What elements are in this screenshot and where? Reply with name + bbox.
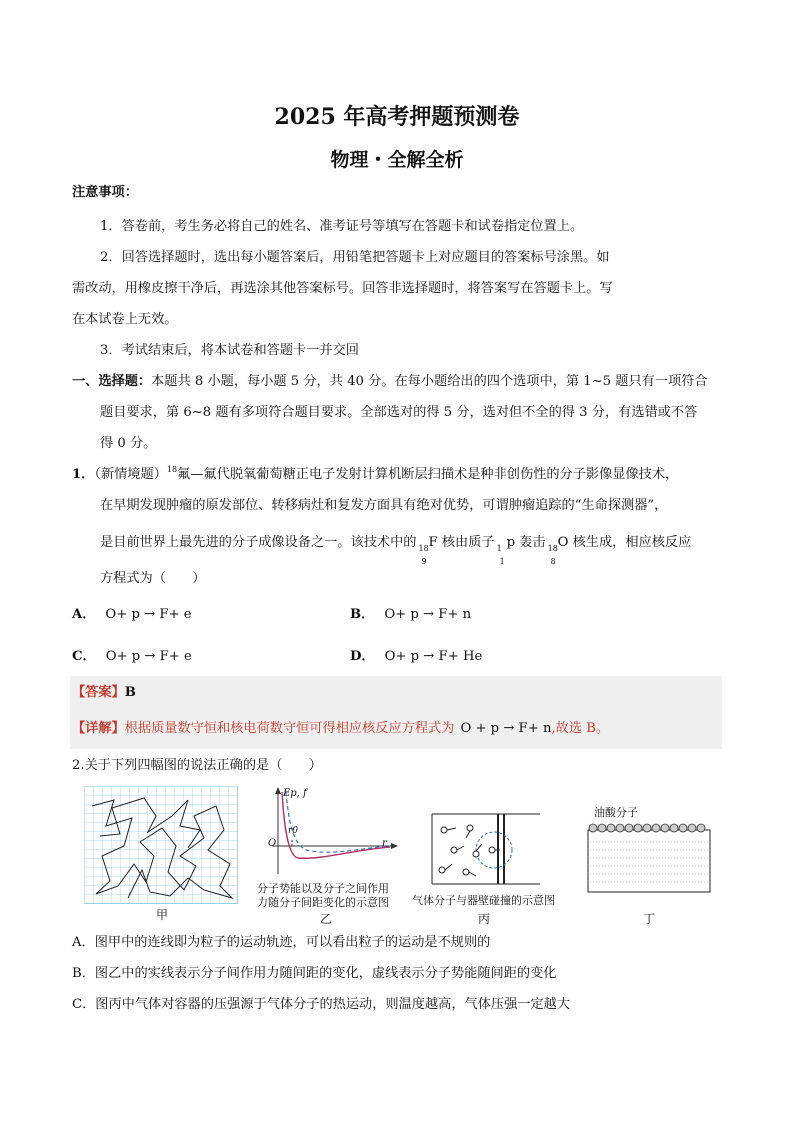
answer-box: [70, 676, 722, 749]
q1-option-d-eq: O+ p → F+ He: [384, 649, 483, 664]
section-line-3: 得 0 分。: [100, 436, 157, 451]
q2-option-a[interactable]: A．图甲中的连线即为粒子的运动轨迹，可以看出粒子的运动是不规则的: [72, 935, 491, 950]
q1-option-c[interactable]: [72, 648, 192, 666]
section-line-1: [72, 373, 708, 391]
answer-line: [72, 684, 136, 702]
section-line-2: 题目要求，第 6~8 题有多项符合题目要求。全部选对的得 5 分，选对但不全的得 3 分，有选错或不答: [100, 405, 698, 420]
q1-option-b-eq: O+ p → F+ n: [384, 607, 472, 622]
figure-b-curve: [262, 786, 402, 878]
figure-b-label: 乙: [320, 912, 333, 926]
detail-text: 根据质量数守恒和核电荷数守恒可得相应核反应方程式为: [124, 721, 455, 736]
q1-text-3c: p 轰击: [506, 535, 546, 550]
q1-line-1: 1．（新情境题）$^{18}$氟—氟代脱氧葡萄糖正电子发射计算机断层扫描术是种非创伤性的分子影像显像技术，: [72, 465, 679, 482]
notice-line-2a: 2．回答选择题时，选出每小题答案后，用铅笔把答题卡上对应题目的答案标号涂黑。如: [100, 250, 610, 265]
notice-line-2c: 在本试卷上无效。: [72, 312, 178, 327]
figure-b-caption-1: 分子势能以及分子之间作用: [257, 882, 389, 895]
figure-c-gas: [430, 810, 542, 888]
answer-label: 【答案】: [72, 685, 125, 700]
figure-b-caption-2: 力随分子间距变化的示意图: [257, 896, 389, 909]
notice-line-3: 3．考试结束后，将本试卷和答题卡一并交回: [100, 343, 359, 358]
figure-d-oleic: [586, 818, 712, 896]
figure-a-label: 甲: [156, 908, 169, 922]
figure-d-label: 丁: [643, 912, 656, 926]
q1-number: 1．: [72, 467, 95, 482]
q1-option-a-label: A．: [72, 607, 96, 622]
figure-d-label-text: 油酸分子: [594, 806, 638, 819]
q1-line-2: 在早期发现肿瘤的原发部位、转移病灶和复发方面具有绝对优势，可谓肿瘤追踪的“生命探测器”，: [100, 498, 668, 513]
detail-line: [72, 720, 609, 738]
page-subtitle: 物理・全解全析: [330, 149, 464, 171]
figure-b-origin: O: [268, 838, 277, 849]
q1-line-3: 是目前世界上最先进的分子成像设备之一。该技术中的 18 9 F 核由质子 1 1 p 轰击 18 8 O 核生成，相应核反应: [100, 535, 692, 566]
q1-text-3b: F 核由质子: [428, 535, 495, 550]
figure-b-y-axis: Ep, f: [283, 788, 307, 799]
q2-option-b[interactable]: B．图乙中的实线表示分子间作用力随间距的变化，虚线表示分子势能随间距的变化: [72, 966, 557, 981]
q1-text-3d: O 核生成，相应核反应: [557, 535, 692, 550]
notice-heading: 注意事项：: [72, 185, 138, 200]
q1-text-3a: 是目前世界上最先进的分子成像设备之一。该技术中的: [100, 535, 417, 550]
q1-option-c-eq: O+ p → F+ e: [105, 649, 192, 664]
figure-a-brownian: [84, 786, 238, 904]
q1-line-4: 方程式为（ ）: [100, 571, 206, 586]
q1-option-a-eq: O+ p → F+ e: [105, 607, 192, 622]
q1-option-d-label: D．: [350, 649, 375, 664]
notice-line-1: 1．答卷前，考生务必将自己的姓名、准考证号等填写在答题卡和试卷指定位置上。: [100, 219, 584, 234]
q1-option-d[interactable]: [350, 648, 482, 666]
section-text-1: 本题共 8 小题，每小题 5 分，共 40 分。在每小题给出的四个选项中，第 1~5 题只有一项符合: [151, 374, 708, 389]
figure-c-caption: 气体分子与器壁碰撞的示意图: [412, 894, 555, 907]
section-head: 一、选择题：: [72, 374, 152, 389]
q1-option-c-label: C．: [72, 649, 96, 664]
notice-line-2b: 需改动，用橡皮擦干净后，再选涂其他答案标号。回答非选择题时，将答案写在答题卡上。写: [72, 281, 613, 296]
q1-text-1: 氟—氟代脱氧葡萄糖正电子发射计算机断层扫描术是种非创伤性的分子影像显像技术，: [177, 467, 679, 482]
figure-b-r0: r0: [288, 826, 299, 836]
answer-value: B: [124, 685, 136, 700]
q1-option-a[interactable]: [72, 606, 192, 624]
figure-b-x-axis: r: [382, 838, 387, 849]
q1-tag: （新情境题）: [94, 467, 167, 482]
detail-equation: O + p → F+ n: [460, 721, 552, 736]
figure-c-label: 丙: [478, 912, 491, 926]
detail-label: 【详解】: [72, 721, 125, 736]
detail-end: ,故选 B。: [551, 721, 610, 736]
q1-option-b[interactable]: [350, 606, 471, 624]
q1-option-b-label: B．: [350, 607, 375, 622]
page-title: 2025 年高考押题预测卷: [274, 104, 520, 130]
q2-stem: 2.关于下列四幅图的说法正确的是（ ）: [72, 758, 322, 773]
q2-option-c[interactable]: C．图丙中气体对容器的压强源于气体分子的热运动，则温度越高，气体压强一定越大: [72, 997, 571, 1012]
